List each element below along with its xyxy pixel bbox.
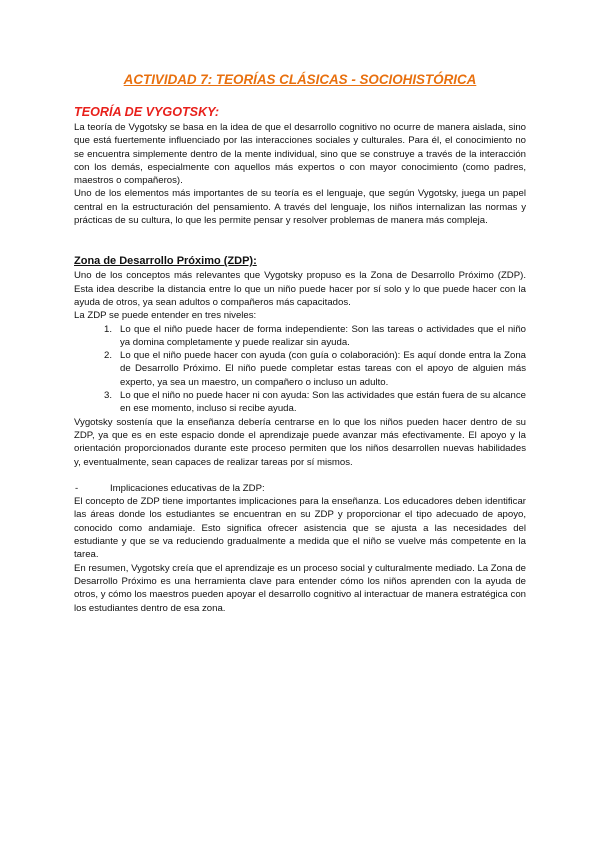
list-item-text: Lo que el niño no puede hacer ni con ayuda: Son las actividades que están fuera de su alcance en ese momento, incluso si recibe ayuda. [120,390,526,415]
list-item [104,389,526,416]
list-item [104,349,526,389]
paragraph-implicaciones-1: El concepto de ZDP tiene importantes implicaciones para la enseñanza. Los educadores deben identificar las áreas donde los estudiantes se encuentran en su ZDP y proporcionar el tipo adecuado de apoyo, conocido como andamiaje. Esto significa ofrecer asistencia que se ajusta a las necesidades del estudiante y que se va reduciendo gradualmente a medida que el niño se vuelve más competente en la tarea. [74,496,526,561]
list-item-text: Lo que el niño puede hacer de forma independiente: Son las tareas o actividades que el niño ya domina completamente y puede realizar sin ayuda. [120,323,526,348]
paragraph-vygotsky-1: La teoría de Vygotsky se basa en la idea de que el desarrollo cognitivo no ocurre de manera aislada, sino que está fuertemente influenciado por las interacciones sociales y culturales. Para él, el conocimiento no se encuentra simplemente dentro de la mente individual, sino que se construye a través de la interacción con los demás, especialmente con aquellos más expertos o con mayor conocimiento (como padres, maestros o compañeros). [74,122,526,187]
subheading-implicaciones [74,482,526,495]
list-item-number: 3. [104,390,113,402]
list-item-number: 1. [104,323,113,335]
zdp-levels-list [74,323,526,416]
paragraph-zdp-1: Uno de los conceptos más relevantes que Vygotsky propuso es la Zona de Desarrollo Próximo (ZDP). Esta idea describe la distancia entre lo que un niño puede hacer por sí solo y lo que puede hacer con la ayuda de otros, ya sean adultos o compañeros más capacitados. [74,270,526,308]
paragraph-zdp-2: Vygotsky sostenía que la enseñanza debería centrarse en lo que los niños pueden hacer dentro de su ZDP, ya que es en este espacio donde el aprendizaje puede avanzar más efectivamente. El apoyo y la orientación proporcionados durante este proceso permiten que los niños desarrollen nuevas habilidades y, eventualmente, sean capaces de realizar tareas por sí mismos. [74,416,526,468]
subheading-implicaciones-text: Implicaciones educativas de la ZDP: [110,482,265,494]
section-heading-zdp: Zona de Desarrollo Próximo (ZDP): [74,255,257,268]
paragraph-implicaciones-2: En resumen, Vygotsky creía que el aprendizaje es un proceso social y culturalmente mediado. La Zona de Desarrollo Próximo es una herramienta clave para entender cómo los niños aprenden con la ayuda de otros, y cómo los maestros pueden apoyar el desarrollo cognitivo al interactuar de manera estratégica con los estudiantes dentro de esa zona. [74,562,526,614]
dash-bullet: - [75,482,79,494]
list-item-number: 2. [104,350,113,362]
paragraph-zdp-intro: La ZDP se puede entender en tres niveles: [74,310,257,322]
list-item-text: Lo que el niño puede hacer con ayuda (con guía o colaboración): Es aquí donde entra la Zona de Desarrollo Próximo. El niño puede completar estas tareas con el apoyo de alguien más experto, ya sea un maestro, un compañero o incluso un adulto. [120,350,526,388]
list-item [104,323,526,350]
section-heading-vygotsky: TEORÍA DE VYGOTSKY: [74,105,220,119]
document-title: ACTIVIDAD 7: TEORÍAS CLÁSICAS - SOCIOHISTÓRICA [123,72,477,87]
paragraph-vygotsky-2: Uno de los elementos más importantes de su teoría es el lenguaje, que según Vygotsky, juega un papel central en la estructuración del pensamiento. A través del lenguaje, los niños internalizan las normas y prácticas de su cultura, lo que les permite pensar y resolver problemas de manera más compleja. [74,188,526,227]
